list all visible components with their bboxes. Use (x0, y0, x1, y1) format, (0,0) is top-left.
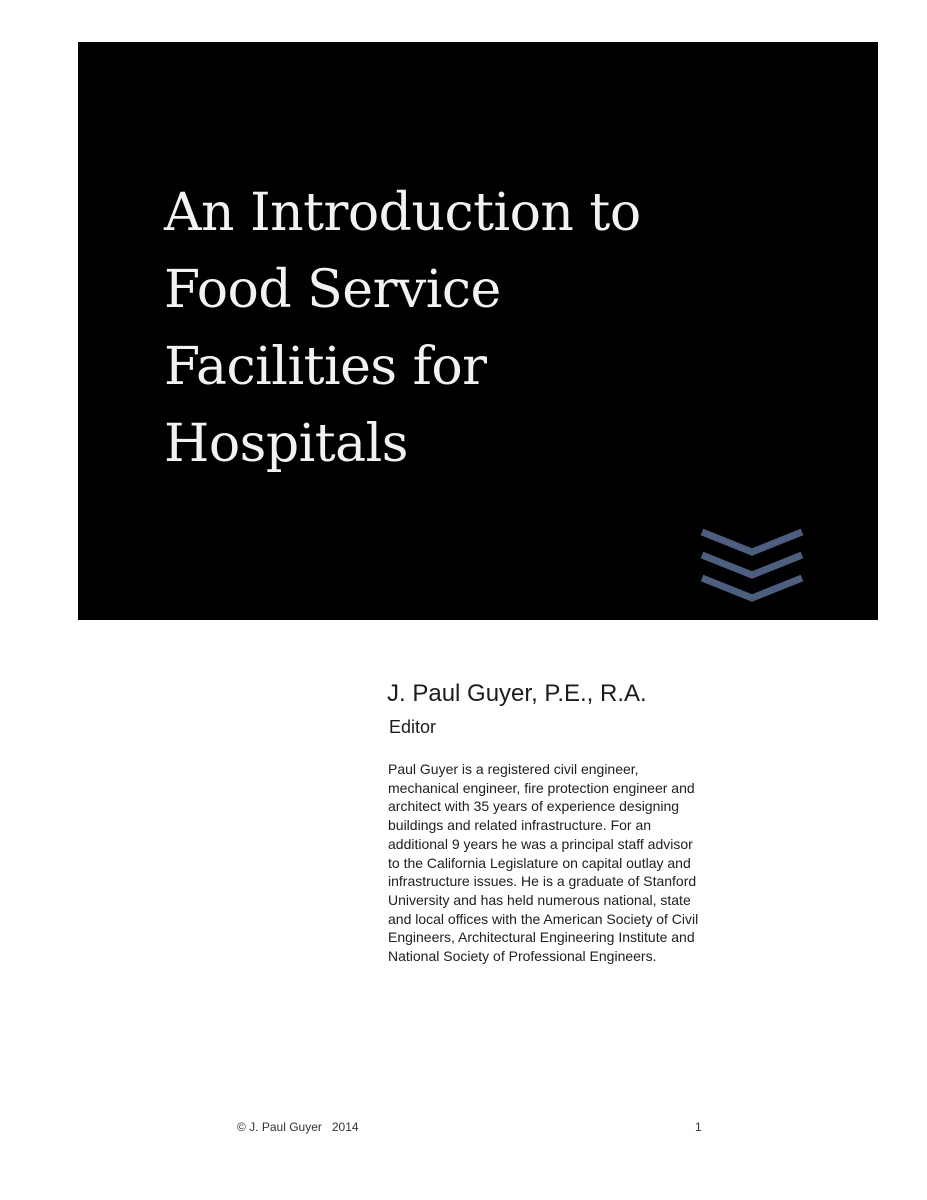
bio-line: to the California Legislature on capital outlay and (388, 854, 691, 871)
bio-line: buildings and related infrastructure. For an (388, 817, 652, 834)
bio-line: architect with 35 years of experience designing (388, 798, 680, 815)
bio-line: and local offices with the American Society of Civil (388, 910, 699, 927)
title-line: Food Service (164, 260, 501, 320)
bio-line: Paul Guyer is a registered civil engineer, (388, 761, 639, 777)
bio-line: mechanical engineer, fire protection engineer and (388, 779, 695, 796)
chevron-stroke (702, 578, 802, 598)
bio-line: infrastructure issues. He is a graduate of Stanford (388, 873, 697, 890)
cover-banner (78, 42, 878, 620)
title-line: An Introduction to (164, 183, 641, 243)
bio-line: National Society of Professional Engineers. (388, 948, 657, 965)
triple-chevron-down-icon (700, 526, 804, 606)
bio-line: additional 9 years he was a principal staff advisor (388, 835, 693, 852)
title-line: Facilities for (164, 337, 487, 397)
page-number: 1 (695, 1120, 702, 1134)
book-title (164, 175, 784, 483)
title-line: Hospitals (164, 414, 408, 474)
author-bio (388, 760, 808, 966)
author-name: J. Paul Guyer, P.E., R.A. (387, 680, 647, 707)
chevron-stroke (702, 532, 802, 552)
footer-copyright: © J. Paul Guyer 2014 (237, 1120, 359, 1134)
chevron-stroke (702, 555, 802, 575)
bio-line: University and has held numerous national, state (388, 891, 691, 908)
author-role: Editor (389, 717, 437, 737)
bio-line: Engineers, Architectural Engineering Institute and (388, 929, 695, 946)
